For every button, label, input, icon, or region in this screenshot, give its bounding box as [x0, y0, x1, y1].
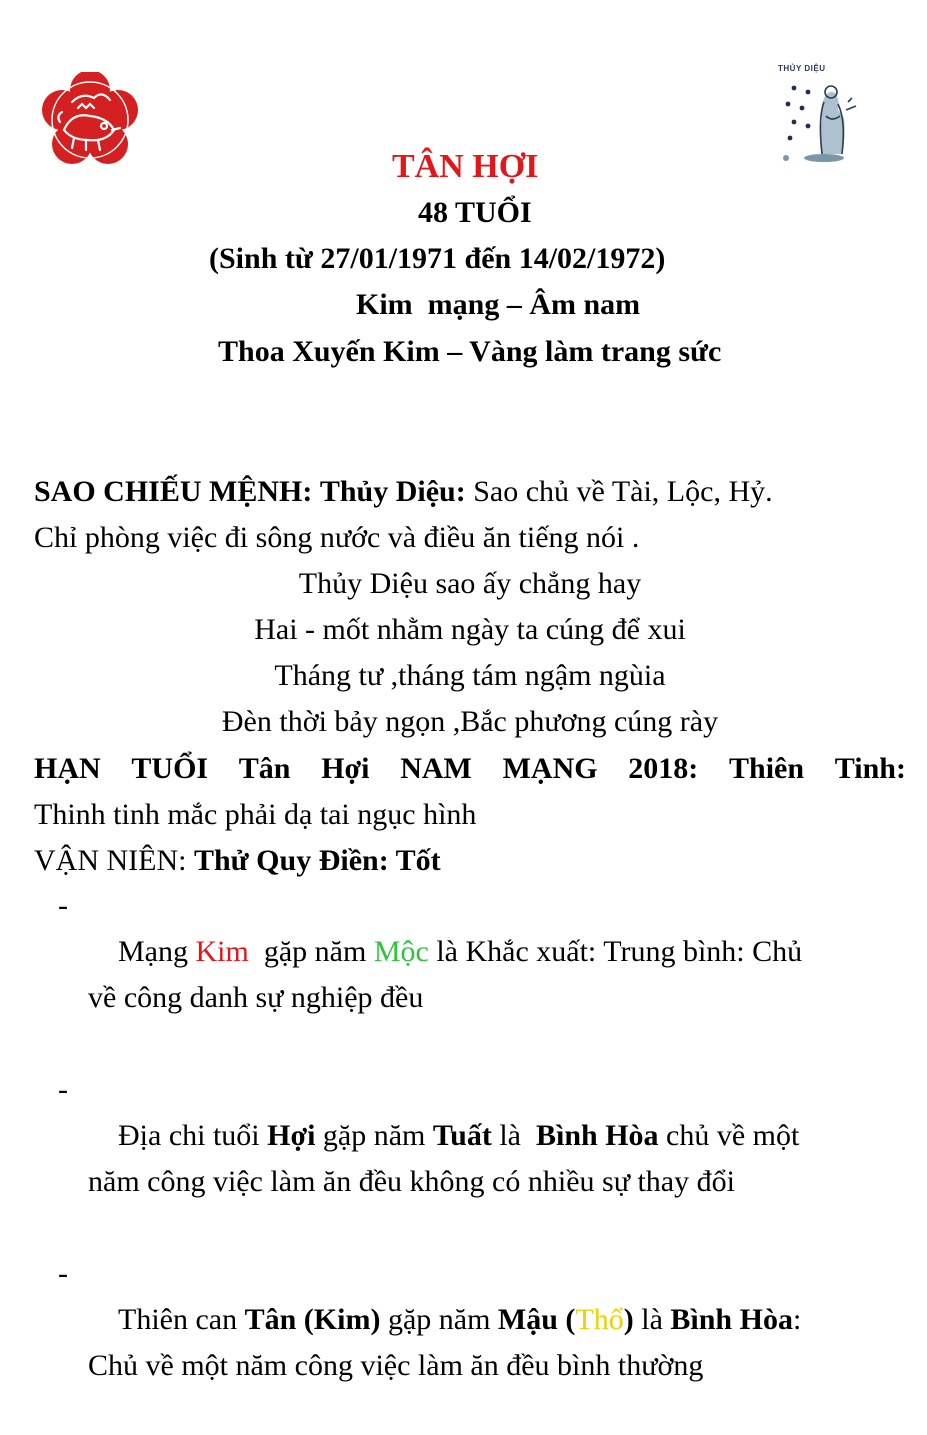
- text-run: gặp năm: [380, 1303, 498, 1336]
- text-run: về công danh sự nghiệp đều: [88, 981, 424, 1014]
- mau-word: Mậu (: [497, 1303, 576, 1336]
- van-nien-line: [34, 838, 908, 884]
- han-heading: [34, 746, 906, 792]
- list-item: [58, 883, 918, 1067]
- han-word: 2018:: [628, 752, 699, 785]
- sao-desc: Sao chủ về Tài, Lộc, Hỷ.: [465, 475, 773, 508]
- van-nien-label: VẬN NIÊN:: [34, 844, 194, 877]
- han-word: Tân: [238, 752, 291, 785]
- sao-line-2: Chỉ phòng việc đi sông nước và điều ăn tiếng nói .: [34, 521, 640, 554]
- han-tuoi-paragraph: [34, 746, 908, 884]
- text-run: :: [792, 1303, 802, 1336]
- han-word: NAM: [400, 752, 472, 785]
- bullet-dash: -: [58, 889, 68, 922]
- verse-line-1: Thủy Diệu sao ấy chẳng hay: [298, 567, 642, 600]
- sao-star: Thủy Diệu:: [319, 475, 466, 508]
- han-word: Thiên: [729, 752, 805, 785]
- text-run: gặp năm: [248, 935, 374, 968]
- han-desc: Thinh tinh mắc phải dạ tai ngục hình: [34, 798, 477, 831]
- text-run: là: [633, 1303, 671, 1336]
- bullet-dash: -: [58, 1073, 68, 1106]
- kim-word: Kim: [195, 935, 249, 968]
- list-item: [58, 1251, 918, 1435]
- logo-label: THỦY DIỆU: [778, 64, 826, 73]
- text-run: Thiên can: [118, 1303, 245, 1336]
- tan-kim-word: Tân (Kim): [244, 1303, 381, 1336]
- text-run: Mạng: [118, 935, 196, 968]
- moc-word: Mộc: [373, 935, 429, 968]
- age-line: 48 TUỔI: [418, 196, 532, 229]
- tho-word: Thổ: [575, 1303, 624, 1336]
- list-item: [58, 1067, 918, 1251]
- birth-range-line: (Sinh từ 27/01/1971 đến 14/02/1972): [209, 242, 666, 275]
- van-nien-bullets: [58, 883, 918, 1435]
- text-run: năm công việc làm ăn đều không có nhiều sự thay đổi: [88, 1165, 735, 1198]
- bullet-dash: -: [58, 1257, 68, 1290]
- text-run: chủ về một: [658, 1119, 800, 1152]
- sao-chieu-menh-paragraph: [34, 469, 908, 561]
- text-run: là Khắc xuất: Trung bình: Chủ: [428, 935, 803, 968]
- text-run: Địa chi tuổi: [118, 1119, 268, 1152]
- sao-line-1: [34, 469, 908, 515]
- han-word: HẠN: [34, 752, 101, 785]
- text-run: gặp năm: [315, 1119, 433, 1152]
- sao-label: SAO CHIẾU MỆNH:: [34, 475, 313, 508]
- element-line: Kim mạng – Âm nam: [356, 288, 641, 321]
- han-word: Hợi: [321, 752, 370, 785]
- tuat-word: Tuất: [432, 1119, 492, 1152]
- close-paren: ): [623, 1303, 634, 1336]
- han-word: Tinh:: [834, 752, 906, 785]
- han-word: TUỔI: [131, 752, 209, 785]
- verse-line-2: Hai - mốt nhằm ngày ta cúng để xui: [254, 613, 686, 646]
- binh-hoa-word: Bình Hòa: [670, 1303, 793, 1336]
- van-nien-value: Thử Quy Điền: Tốt: [193, 844, 441, 877]
- element-desc-line: Thoa Xuyến Kim – Vàng làm trang sức: [218, 335, 722, 368]
- page-title: TÂN HỢI: [392, 148, 539, 185]
- hoi-word: Hợi: [267, 1119, 316, 1152]
- verse-line-3: Tháng tư ,tháng tám ngậm ngùia: [274, 659, 666, 692]
- binh-hoa-word: Bình Hòa: [535, 1119, 659, 1152]
- han-word: MẠNG: [502, 752, 598, 785]
- text-run: là: [491, 1119, 536, 1152]
- verse-line-4: Đèn thời bảy ngọn ,Bắc phương cúng rày: [221, 705, 719, 738]
- text-run: Chủ về một năm công việc làm ăn đều bình thường: [88, 1349, 704, 1382]
